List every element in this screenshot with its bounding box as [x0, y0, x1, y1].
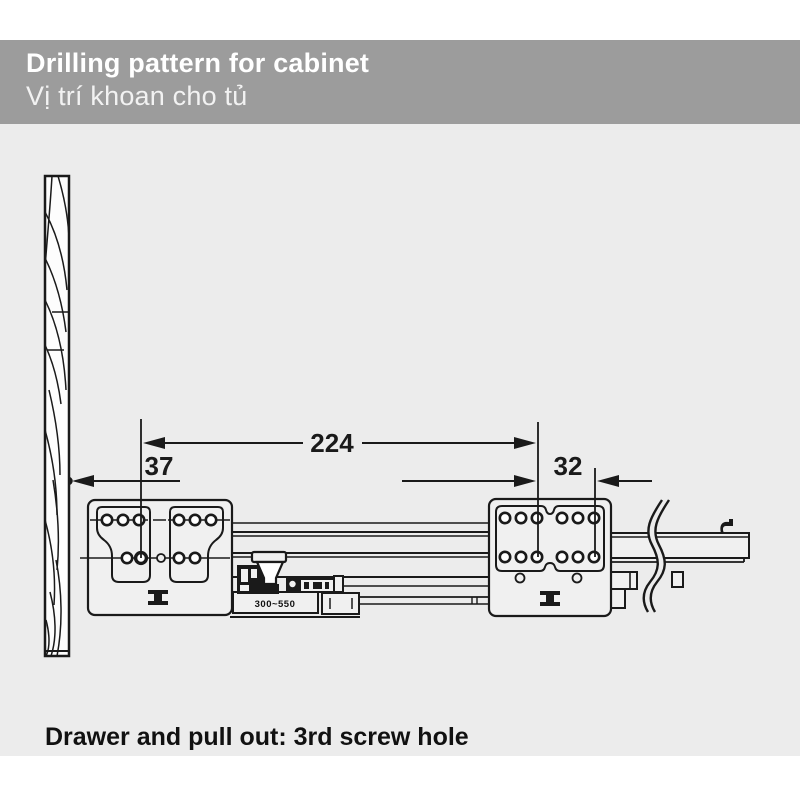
page-subtitle: Vị trí khoan cho tủ: [26, 81, 248, 111]
dim-label-32: 32: [553, 451, 583, 481]
footer-caption: Drawer and pull out: 3rd screw hole: [45, 723, 469, 751]
drawer-rail: [230, 592, 490, 617]
rail-hook-icon: [720, 519, 733, 533]
dim-label-224: 224: [310, 428, 354, 458]
front-connector-mechanism: [237, 552, 343, 594]
cabinet-side-panel: [45, 176, 70, 656]
rail-length-label: 300~550: [254, 599, 296, 610]
right-mounting-bracket: [489, 499, 611, 616]
left-mounting-bracket: [80, 500, 232, 615]
dim-label-37: 37: [144, 451, 174, 481]
page-title: Drilling pattern for cabinet: [26, 48, 370, 78]
cabinet-rail-rear: [608, 519, 749, 608]
dimension-37: [64, 451, 180, 487]
